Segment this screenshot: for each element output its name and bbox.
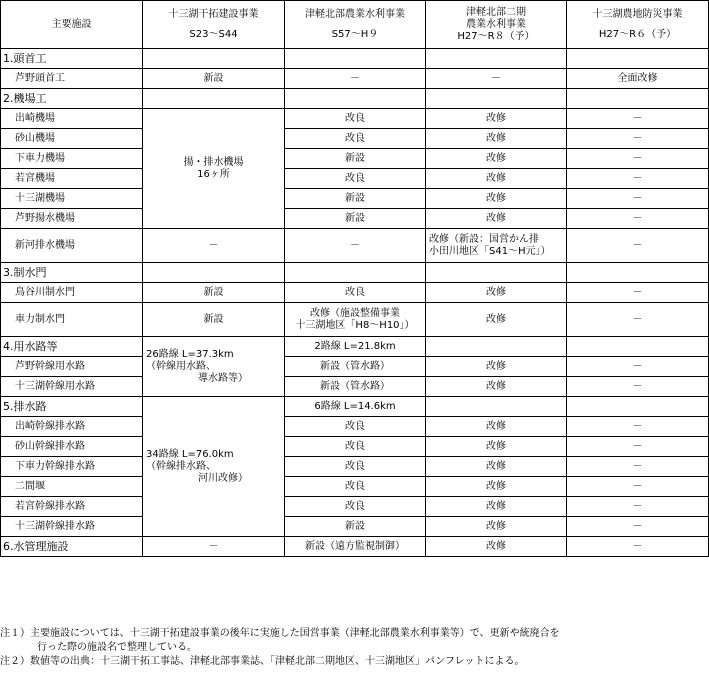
cell: 改修 xyxy=(426,477,567,497)
facility-name: 下車力機場 xyxy=(1,149,143,169)
table-row xyxy=(1,169,709,189)
facility-name: 若宮幹線排水路 xyxy=(1,497,143,517)
cell: 新設 xyxy=(285,517,426,537)
table-row xyxy=(1,283,709,303)
facility-name: 鳥谷川制水門 xyxy=(1,283,143,303)
cell: 改良 xyxy=(285,129,426,149)
table-row xyxy=(1,357,709,377)
cell: － xyxy=(567,303,709,337)
facility-name: 十三湖機場 xyxy=(1,189,143,209)
section-row xyxy=(1,89,709,109)
header-project-3-name2: 農業水利事業 xyxy=(466,18,526,30)
table-row xyxy=(1,437,709,457)
table-row xyxy=(1,149,709,169)
cell: 改良 xyxy=(285,109,426,129)
cell: － xyxy=(285,229,426,263)
cell: 改良 xyxy=(285,497,426,517)
section-row xyxy=(1,537,709,557)
cell: － xyxy=(567,169,709,189)
cell: 新設 xyxy=(285,209,426,229)
merged-text: 16ヶ所 xyxy=(197,168,230,180)
cell: 改修 xyxy=(426,149,567,169)
table-row xyxy=(1,417,709,437)
cell: － xyxy=(567,517,709,537)
cell: 全面改修 xyxy=(567,69,709,89)
section-row xyxy=(1,49,709,69)
header-project-2-name: 津軽北部農業水利事業 xyxy=(305,8,405,20)
facility-name: 若宮機場 xyxy=(1,169,143,189)
cell: － xyxy=(567,209,709,229)
merged-pumps-cell xyxy=(143,109,285,229)
cell: － xyxy=(567,189,709,209)
cell xyxy=(285,303,426,337)
footnote-2: 注２）数値等の出典：十三湖干拓工事誌、津軽北部事業誌、「津軽北部二期地区、十三湖地区」パンフレットによる。 xyxy=(0,656,525,667)
facility-name: 出崎機場 xyxy=(1,109,143,129)
cell: － xyxy=(567,417,709,437)
cell: 改修 xyxy=(426,377,567,397)
cell: － xyxy=(567,537,709,557)
table-row xyxy=(1,209,709,229)
cell-line: 改修（新設：国営かん排 xyxy=(429,233,539,245)
facility-name: 砂山機場 xyxy=(1,129,143,149)
section-row xyxy=(1,263,709,283)
facility-name: 十三湖幹線用水路 xyxy=(1,377,143,397)
cell: 改修 xyxy=(426,303,567,337)
cell: 改良 xyxy=(285,417,426,437)
header-project-1 xyxy=(143,1,285,49)
facility-name: 新河排水機場 xyxy=(1,229,143,263)
table-row xyxy=(1,69,709,89)
cell: 改修 xyxy=(426,457,567,477)
table-row xyxy=(1,109,709,129)
cell: 新設（管水路） xyxy=(285,377,426,397)
header-facility: 主要施設 xyxy=(1,1,143,49)
cell: 改修 xyxy=(426,537,567,557)
cell: － xyxy=(567,109,709,129)
cell: 改修 xyxy=(426,417,567,437)
table-row xyxy=(1,517,709,537)
cell: － xyxy=(567,129,709,149)
footnote-1-continued: 行った際の施設名で整理している。 xyxy=(37,642,197,653)
table-row xyxy=(1,477,709,497)
cell: － xyxy=(567,357,709,377)
cell: 改良 xyxy=(285,169,426,189)
merged-text: 26路線 L=37.3km xyxy=(146,348,234,360)
facility-name: 出崎幹線排水路 xyxy=(1,417,143,437)
header-project-1-period: S23～S44 xyxy=(189,28,238,40)
section-title: 1.頭首工 xyxy=(1,49,143,69)
table-row xyxy=(1,189,709,209)
section-title: 2.機場工 xyxy=(1,89,143,109)
cell: 改修 xyxy=(426,129,567,149)
cell: 改修 xyxy=(426,209,567,229)
cell: － xyxy=(143,229,285,263)
cell: 改修 xyxy=(426,497,567,517)
header-project-2-period: S57～H９ xyxy=(331,28,379,40)
cell: － xyxy=(567,437,709,457)
cell: － xyxy=(426,69,567,89)
header-project-3-name1: 津軽北部二期 xyxy=(466,6,526,18)
cell: 改修 xyxy=(426,169,567,189)
table-row xyxy=(1,303,709,337)
cell: 新設（遠方監視制御） xyxy=(285,537,426,557)
cell: 改良 xyxy=(285,437,426,457)
header-project-4 xyxy=(567,1,709,49)
cell-line: 改修（施設整備事業 xyxy=(310,307,400,319)
section-title: 6.水管理施設 xyxy=(1,537,143,557)
header-row xyxy=(1,1,709,49)
facility-name: 芦野頭首工 xyxy=(1,69,143,89)
section-summary: 6路線 L=14.6km xyxy=(285,397,426,417)
footnotes xyxy=(0,627,709,669)
cell-line: 小田川地区「S41～H元」） xyxy=(429,245,551,257)
cell: 改修 xyxy=(426,283,567,303)
cell: 改修 xyxy=(426,517,567,537)
facility-name: 下車力幹線排水路 xyxy=(1,457,143,477)
header-project-3-period: H27～R８（予） xyxy=(457,30,535,42)
cell: 改修 xyxy=(426,437,567,457)
table-row xyxy=(1,229,709,263)
merged-drains-cell xyxy=(143,397,285,537)
table-row xyxy=(1,377,709,397)
facility-name: 車力制水門 xyxy=(1,303,143,337)
merged-text: 河川改修） xyxy=(198,472,248,484)
header-project-3 xyxy=(426,1,567,49)
header-project-4-name: 十三湖農地防災事業 xyxy=(592,8,683,20)
cell: － xyxy=(285,69,426,89)
cell: 改修 xyxy=(426,357,567,377)
header-project-1-name: 十三湖干拓建設事業 xyxy=(168,8,259,20)
cell: 改修 xyxy=(426,109,567,129)
cell: 改良 xyxy=(285,457,426,477)
cell: 改良 xyxy=(285,283,426,303)
merged-text: （幹線用水路、 xyxy=(146,360,216,372)
merged-text: 導水路等） xyxy=(198,372,248,384)
table-row xyxy=(1,129,709,149)
merged-text: 揚・排水機場 xyxy=(183,156,244,168)
cell: 新設 xyxy=(143,303,285,337)
cell: － xyxy=(567,477,709,497)
cell: － xyxy=(567,497,709,517)
table-row xyxy=(1,457,709,477)
footnote-1: 注１）主要施設については、十三湖干拓建設事業の後年に実施した国営事業（津軽北部農業水利事業等）で、更新や統廃合を xyxy=(0,628,560,639)
facility-name: 砂山幹線排水路 xyxy=(1,437,143,457)
facility-name: 芦野幹線用水路 xyxy=(1,357,143,377)
section-row xyxy=(1,397,709,417)
cell: 改修 xyxy=(426,189,567,209)
facility-name: 十三湖幹線排水路 xyxy=(1,517,143,537)
cell: － xyxy=(567,229,709,263)
section-title: 3.制水門 xyxy=(1,263,143,283)
cell-line: 十三湖地区「H8～H10」） xyxy=(295,319,415,331)
merged-text: 34路線 L=76.0km xyxy=(146,448,234,460)
facility-name: 二間堰 xyxy=(1,477,143,497)
cell xyxy=(426,229,567,263)
cell: 新設（管水路） xyxy=(285,357,426,377)
section-title: 4.用水路等 xyxy=(1,337,143,357)
cell: 新設 xyxy=(143,69,285,89)
cell: － xyxy=(567,283,709,303)
cell: － xyxy=(143,537,285,557)
header-project-4-period: H27～R６（予） xyxy=(598,28,677,40)
cell: 新設 xyxy=(143,283,285,303)
table-row xyxy=(1,497,709,517)
section-row xyxy=(1,337,709,357)
section-title: 5.排水路 xyxy=(1,397,143,417)
cell: 新設 xyxy=(285,149,426,169)
cell: － xyxy=(567,377,709,397)
header-project-2 xyxy=(285,1,426,49)
section-summary: 2路線 L=21.8km xyxy=(285,337,426,357)
cell: － xyxy=(567,149,709,169)
merged-canals-cell xyxy=(143,337,285,397)
cell: 新設 xyxy=(285,189,426,209)
merged-text: （幹線排水路、 xyxy=(146,460,216,472)
cell: 改良 xyxy=(285,477,426,497)
cell: － xyxy=(567,457,709,477)
facility-name: 芦野揚水機場 xyxy=(1,209,143,229)
